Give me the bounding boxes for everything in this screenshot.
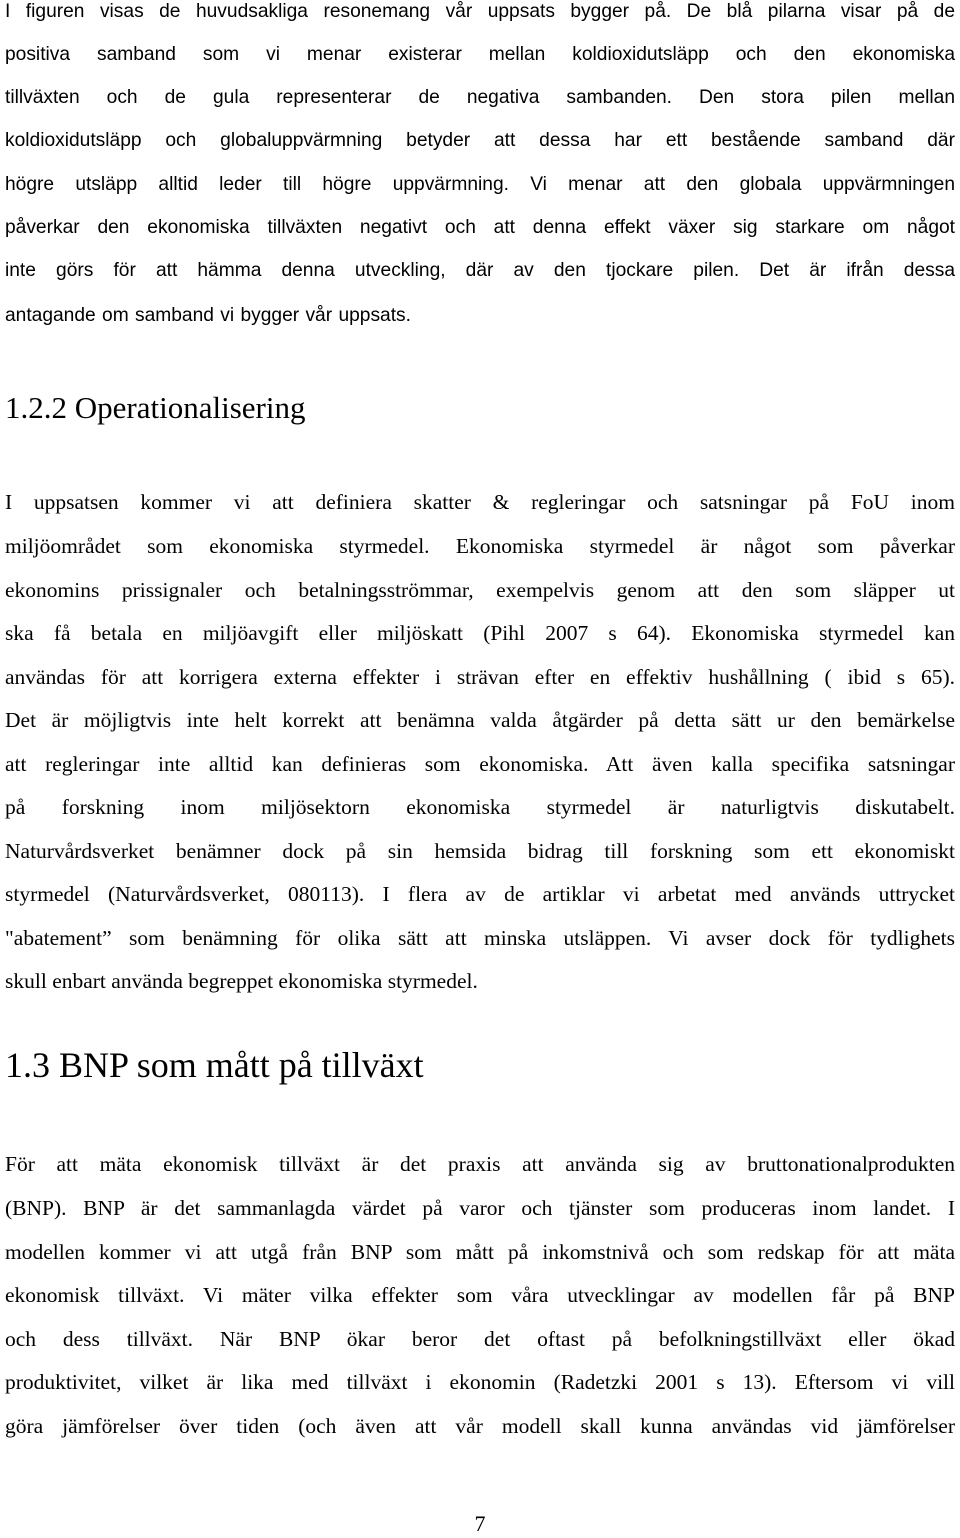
intro-line: påverkar den ekonomiska tillväxten negativt och att denna effekt växer sig starkare om något [5, 217, 955, 238]
intro-line: koldioxidutsläpp och globaluppvärmning betyder att dessa har ett bestående samband där [5, 130, 955, 151]
page-number: 7 [474, 1511, 486, 1536]
body-line: miljöområdet som ekonomiska styrmedel. Ekonomiska styrmedel är något som påverkar [5, 534, 955, 558]
body-line: skull enbart använda begreppet ekonomiska styrmedel. [5, 969, 478, 993]
intro-line: I figuren visas de huvudsakliga resonemang vår uppsats bygger på. De blå pilarna visar på de [5, 1, 955, 22]
body-line: användas för att korrigera externa effekter i strävan efter en effektiv hushållning ( ibid s 65). [5, 665, 955, 689]
body-line: Det är möjligtvis inte helt korrekt att benämna valda åtgärder på detta sätt ur den bemärkelse [5, 708, 955, 732]
body-line: I uppsatsen kommer vi att definiera skatter & regleringar och satsningar på FoU inom [5, 490, 955, 514]
body-line: modellen kommer vi att utgå från BNP som mått på inkomstnivå och som redskap för att mäta [5, 1240, 955, 1264]
body-line: produktivitet, vilket är lika med tillväxt i ekonomin (Radetzki 2001 s 13). Eftersom vi vill [5, 1370, 955, 1394]
body-line: på forskning inom miljösektorn ekonomiska styrmedel är naturligtvis diskutabelt. [5, 795, 955, 819]
body-line: att regleringar inte alltid kan definieras som ekonomiska. Att även kalla specifika satsningar [5, 752, 955, 776]
intro-line: antagande om samband vi bygger vår uppsats. [5, 305, 411, 326]
body-line: (BNP). BNP är det sammanlagda värdet på varor och tjänster som produceras inom landet. I [5, 1196, 955, 1220]
body-line: För att mäta ekonomisk tillväxt är det praxis att använda sig av bruttonationalprodukten [5, 1152, 955, 1176]
body-line: ska få betala en miljöavgift eller miljöskatt (Pihl 2007 s 64). Ekonomiska styrmedel kan [5, 621, 955, 645]
intro-line: inte görs för att hämma denna utveckling, där av den tjockare pilen. Det är ifrån dessa [5, 260, 955, 281]
body-line: Naturvårdsverket benämner dock på sin hemsida bidrag till forskning som ett ekonomiskt [5, 839, 955, 863]
body-line: ekonomisk tillväxt. Vi mäter vilka effekter som våra utvecklingar av modellen får på BNP [5, 1283, 955, 1307]
intro-line: högre utsläpp alltid leder till högre uppvärmning. Vi menar att den globala uppvärmningen [5, 174, 955, 195]
body-line: göra jämförelser över tiden (och även att vår modell skall kunna användas vid jämförelser [5, 1414, 955, 1438]
intro-line: tillväxten och de gula representerar de negativa sambanden. Den stora pilen mellan [5, 87, 955, 108]
section-heading-bnp: 1.3 BNP som mått på tillväxt [5, 1045, 424, 1085]
intro-line: positiva samband som vi menar existerar mellan koldioxidutsläpp och den ekonomiska [5, 44, 955, 65]
section-heading-operationalisering: 1.2.2 Operationalisering [5, 390, 306, 425]
body-line: och dess tillväxt. När BNP ökar beror det oftast på befolkningstillväxt eller ökad [5, 1327, 955, 1351]
body-line: styrmedel (Naturvårdsverket, 080113). I flera av de artiklar vi arbetat med används uttrycket [5, 882, 955, 906]
body-line: "abatement” som benämning för olika sätt att minska utsläppen. Vi avser dock för tydlighets [5, 926, 955, 950]
body-line: ekonomins prissignaler och betalningsströmmar, exempelvis genom att den som släpper ut [5, 578, 955, 602]
